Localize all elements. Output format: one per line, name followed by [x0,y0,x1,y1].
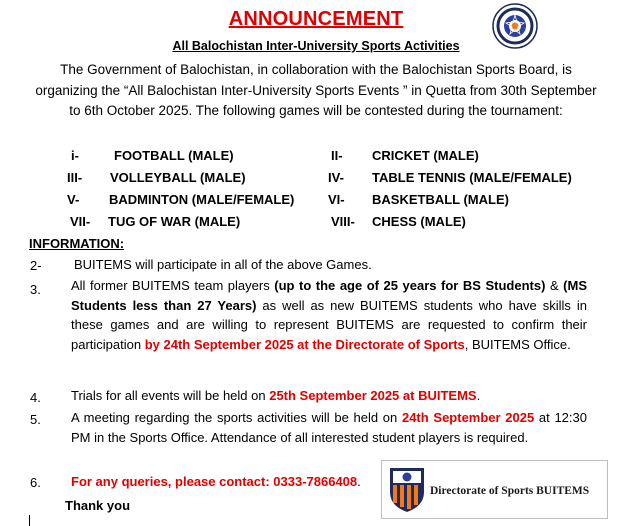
item-number: 2- [30,258,42,273]
game-number: II- [331,148,343,163]
info-item-trials: Trials for all events will be held on 25th September 2025 at BUITEMS. [71,388,481,403]
info-item-eligibility: All former BUITEMS team players (up to the age of 25 years for BS Students) & (MS Students less than 27 Years) as well as new BUITEMS students who have skills in these games and are willing to represent BUITEMS are requested to confirm their participation by 24th September 2025 at the Directorate of Sports, BUITEMS Office. [71,278,587,352]
item-number: 6. [30,475,41,490]
badge-label: Directorate of Sports BUITEMS [430,485,590,497]
closing-thanks: Thank you [65,498,131,513]
margin-mark [29,515,30,526]
game-name: VOLLEYBALL (MALE) [110,170,246,185]
game-number: IV- [328,170,344,185]
item-number: 3. [30,282,41,297]
info-item-participation: BUITEMS will participate in all of the above Games. [74,257,372,272]
game-name: FOOTBALL (MALE) [114,148,234,163]
game-number: VI- [328,192,345,207]
item-number: 5. [30,412,41,427]
game-number: i- [71,148,79,163]
game-name: TUG OF WAR (MALE) [108,214,241,229]
game-number: V- [67,192,80,207]
game-name: CHESS (MALE) [372,214,466,229]
game-name: BASKETBALL (MALE) [372,192,509,207]
announcement-title: ANNOUNCEMENT [228,8,404,30]
event-subtitle: All Balochistan Inter-University Sports Activities [172,39,460,53]
intro-paragraph: The Government of Balochistan, in collaboration with the Balochistan Sports Board, is organizing the “All Balochistan Inter-University Sports Events ” in Quetta from 30th September to 6th October 2025. The following games will be contested during the tournament: [35,62,597,118]
game-name: CRICKET (MALE) [372,148,479,163]
info-item-meeting: A meeting regarding the sports activities will be held on 24th September 2025 at 12:30 PM in the Sports Office. Attendance of all interested student players is required. [71,410,587,445]
game-number: VII- [70,214,91,229]
game-number: VIII- [331,214,355,229]
item-number: 4. [30,390,41,405]
game-name: TABLE TENNIS (MALE/FEMALE) [372,170,572,185]
game-name: BADMINTON (MALE/FEMALE) [109,192,295,207]
info-item-contact: For any queries, please contact: 0333-7866408. [71,474,361,489]
information-heading: INFORMATION: [29,236,125,251]
sports-crest-icon [388,466,426,514]
game-number: III- [67,170,83,185]
